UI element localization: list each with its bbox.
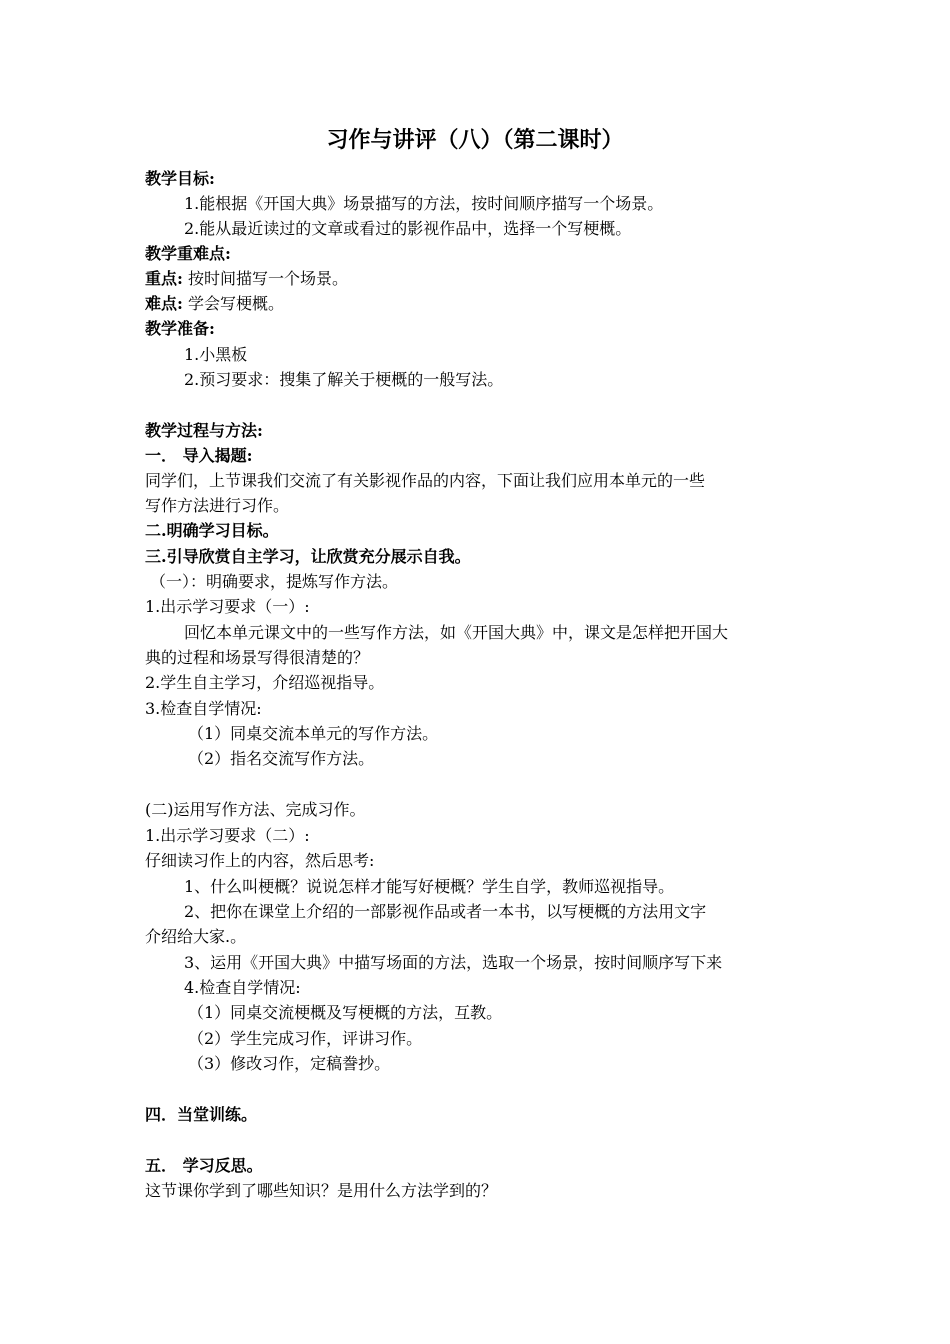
- preparation-heading: 教学准备:: [145, 319, 215, 338]
- section-5-text: 这节课你学到了哪些知识？是用什么方法学到的？: [145, 1181, 498, 1200]
- part-2-heading: (二)运用写作方法、完成习作。: [145, 800, 366, 819]
- part-2-check-1: （1）同桌交流梗概及写梗概的方法，互教。: [188, 1003, 503, 1022]
- part-1-requirement-line-2: 典的过程和场景写得很清楚的？: [145, 648, 370, 667]
- focus-label: 重点:: [145, 269, 183, 288]
- part-2-question-2-line-2: 介绍给大家.。: [145, 927, 247, 946]
- part-2-requirement-label: 1.出示学习要求（二）:: [145, 826, 310, 845]
- part-2-intro: 仔细读习作上的内容，然后思考:: [145, 851, 375, 870]
- goal-item-1: 1.能根据《开国大典》场景描写的方法，按时间顺序描写一个场景。: [184, 194, 664, 213]
- document-title: 习作与讲评（八）（第二课时）: [326, 127, 624, 153]
- difficulty-line: [145, 293, 284, 315]
- part-1-requirement-label: 1.出示学习要求（一）:: [145, 597, 310, 616]
- part-1-check-1: （1）同桌交流本单元的写作方法。: [188, 724, 439, 743]
- difficulty-label: 难点:: [145, 294, 183, 313]
- part-2-question-1: 1、什么叫梗概？说说怎样才能写好梗概？学生自学，教师巡视指导。: [184, 877, 675, 896]
- part-1-step-3: 3.检查自学情况:: [145, 699, 262, 718]
- part-1-requirement-line-1: 回忆本单元课文中的一些写作方法，如《开国大典》中，课文是怎样把开国大: [184, 623, 729, 642]
- preparation-item-2: 2.预习要求：搜集了解关于梗概的一般写法。: [184, 370, 504, 389]
- section-3-heading: 三.引导欣赏自主学习，让欣赏充分展示自我。: [145, 547, 471, 566]
- focus-text: 按时间描写一个场景。: [182, 269, 349, 288]
- goals-heading: 教学目标:: [145, 169, 215, 188]
- section-2-heading: 二.明确学习目标。: [145, 521, 279, 540]
- part-2-check-3: （3）修改习作，定稿誊抄。: [188, 1054, 391, 1073]
- difficulty-text: 学会写梗概。: [182, 294, 285, 313]
- process-heading: 教学过程与方法:: [145, 421, 263, 440]
- section-1-text-line-1: 同学们，上节课我们交流了有关影视作品的内容，下面让我们应用本单元的一些: [145, 471, 706, 490]
- section-1-heading: 一． 导入揭题:: [145, 446, 253, 465]
- part-2-question-3: 3、运用《开国大典》中描写场面的方法，选取一个场景，按时间顺序写下来: [184, 953, 723, 972]
- part-1-heading: （一）：明确要求，提炼写作方法。: [150, 572, 399, 591]
- part-1-step-2: 2.学生自主学习，介绍巡视指导。: [145, 673, 385, 692]
- section-5-heading: 五． 学习反思。: [145, 1156, 263, 1175]
- goal-item-2: 2.能从最近读过的文章或看过的影视作品中，选择一个写梗概。: [184, 219, 632, 238]
- preparation-item-1: 1.小黑板: [184, 345, 248, 364]
- key-points-heading: 教学重难点:: [145, 244, 231, 263]
- part-1-check-2: （2）指名交流写作方法。: [188, 749, 375, 768]
- part-2-step-4: 4.检查自学情况:: [184, 978, 301, 997]
- part-2-question-2-line-1: 2、把你在课堂上介绍的一部影视作品或者一本书，以写梗概的方法用文字: [184, 902, 707, 921]
- section-4-heading: 四．当堂训练。: [145, 1105, 258, 1124]
- section-1-text-line-2: 写作方法进行习作。: [145, 496, 290, 515]
- focus-line: [145, 268, 348, 290]
- part-2-check-2: （2）学生完成习作，评讲习作。: [188, 1029, 423, 1048]
